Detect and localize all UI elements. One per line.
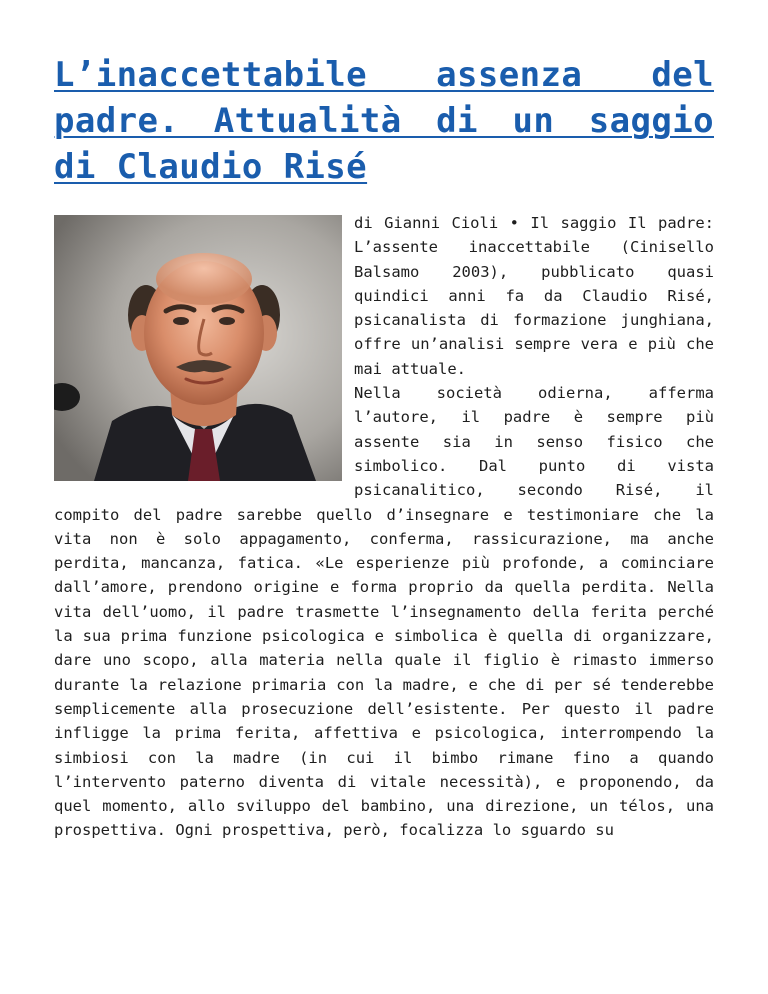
- article-paragraph-2: Nella società odierna, afferma l’autore, il padre è sempre più assente sia in senso fisico che simbolico. Dal punto di vista psicanalitico, secondo Risé, il compito del padre sarebbe quello d’insegnare e testimoniare che la vita non è solo appagamento, conferma, rassicurazione, ma anche perdita, mancanza, fatica. «Le esperienze più profonde, a cominciare dall’amore, prendono origine e forma proprio da quella perdita. Nella vita dell’uomo, il padre trasmette l’insegnamento della ferita perché la sua prima funzione psicologica e simbolica è quella di organizzare, dare uno scopo, alla materia nella quale il figlio è rimasto immerso durante la relazione primaria con la madre, e che di per sé tenderebbe semplicemente alla prosecuzione dell’esistente. Per questo il padre infligge la prima ferita, affettiva e psicologica, interrompendo la simbiosi con la madre (in cui il bimbo rimane fino a quando l’intervento paterno diventa di vitale necessità), e proponendo, da quel momento, allo sviluppo del bambino, una direzione, un télos, una prospettiva. Ogni prospettiva, però, focalizza lo sguardo su: [54, 384, 714, 840]
- article-title-link[interactable]: L’inaccettabile assenza del padre. Attualità di un saggio di Claudio Risé: [54, 55, 714, 187]
- article-paragraph-1: di Gianni Cioli • Il saggio Il padre: L’assente inaccettabile (Cinisello Balsamo 2003), pubblicato quasi quindici anni fa da Claudio Risé, psicanalista di formazione junghiana, offre un’analisi sempre vera e più che mai attuale.: [354, 214, 714, 378]
- article-page: [54, 52, 714, 843]
- article-title[interactable]: [54, 52, 714, 190]
- article-body: [54, 211, 714, 843]
- author-photo: [54, 215, 342, 481]
